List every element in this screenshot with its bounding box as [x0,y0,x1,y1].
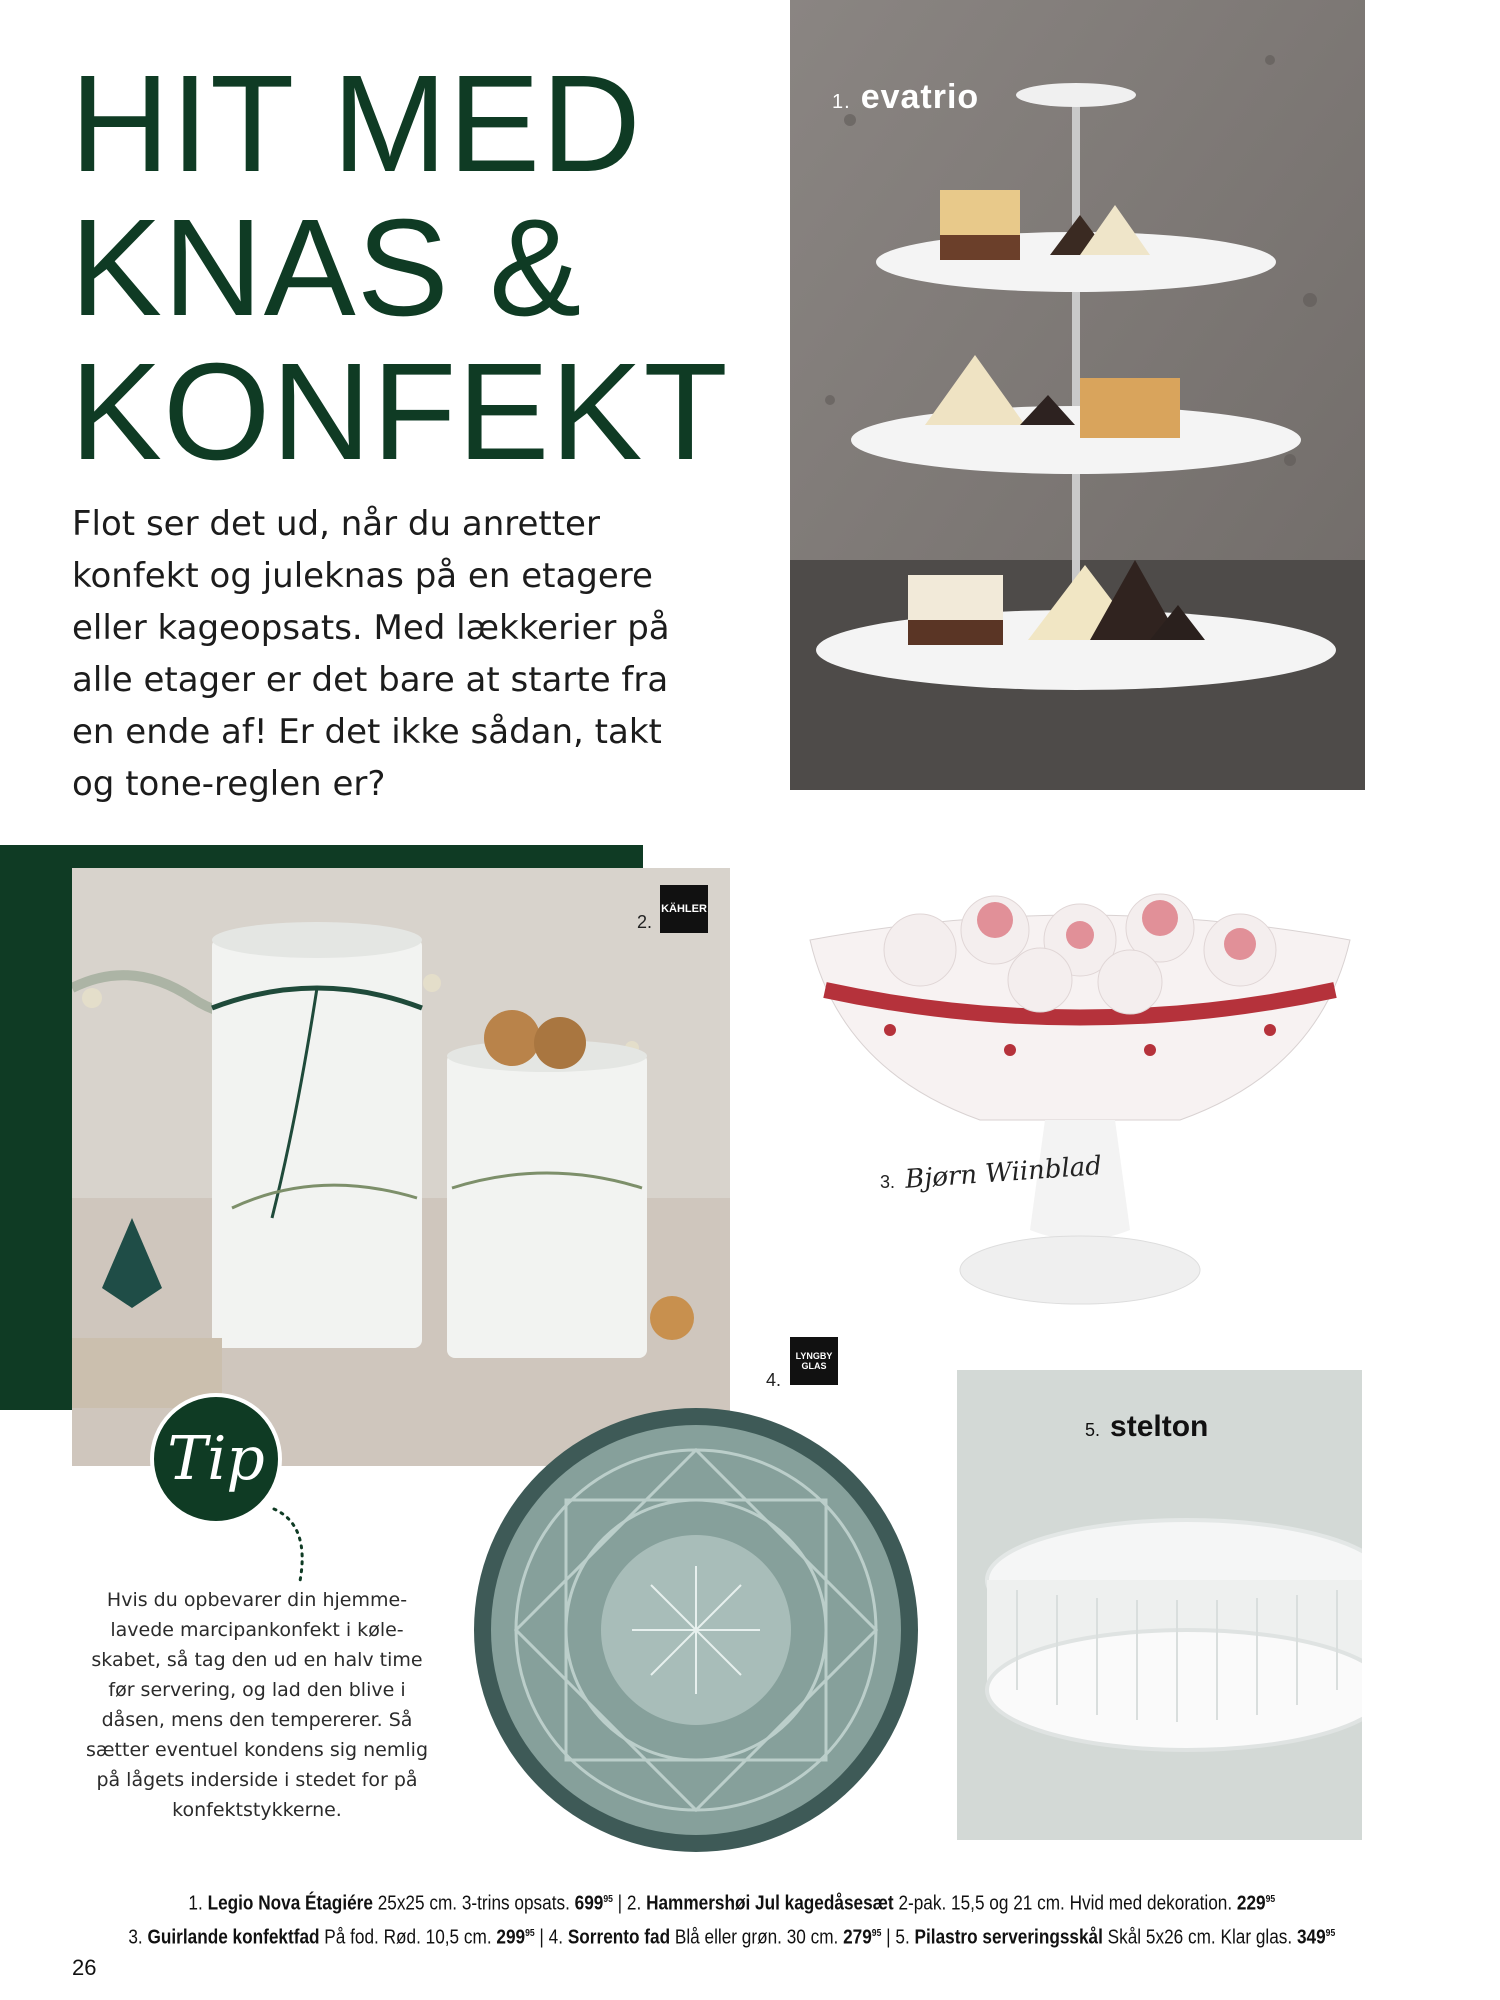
page-headline [70,47,770,489]
caption-line-2: 3. Guirlande konfektfad På fod. Rød. 10,5 cm. $299^{95}$ | 4. Sorrento fad Blå eller grøn. 30 cm. $279^{95}$ | 5. Pilastro serveringsskål Skål 5x26 cm. Klar glas. $349^{95}$ [128,1926,1336,1949]
caption-line-1: 1. Legio Nova Étagiére 25x25 cm. 3-trins opsats. $699^{95}$ | 2. Hammershøi Jul kagedåsesæt 2-pak. 15,5 og 21 cm. Hvid med dekoration. $229^{95}$ [188,1892,1276,1915]
headline-line-3: KONFEKT [70,335,729,489]
brand-logo-evatrio: 1. evatrio [832,78,980,116]
brand-logo-stelton: 5. stelton [1085,1410,1209,1443]
tip-badge: Tip [150,1393,282,1525]
headline-line-2: KNAS & [70,191,583,345]
product-number-4: 4. [766,1370,782,1390]
dotted-arrow-icon [270,1505,320,1585]
footed-bowl-photo [800,870,1360,1320]
brand-signature-bjorn-wiinblad: Bjørn Wiinblad [904,1151,1103,1195]
glass-bowl-photo [472,1406,920,1854]
tip-text: Hvis du opbevarer din hjemme-lavede marcipankonfekt i køle-skabet, så tag den ud en halv time før servering, og lad den blive i dåsen, mens den tempererer. Så sætter eventuel kondens sig nemlig på lågets inderside i stedet for på konfektstykkerne. [85,1589,429,1821]
headline-line-1: HIT MED [70,47,642,201]
cake-stand-photo [790,0,1365,790]
product-number-3: 3. [880,1172,896,1192]
intro-paragraph: Flot ser det ud, når du anretter konfekt og juleknas på en etagere eller kageopsats. Med lækkerier på alle etager er det bare at starte fra en ende af! Er det ikke sådan, takt og tone-reglen er? [72,504,670,804]
brand-logo-kahler: KÄHLER [660,885,708,933]
page-number: 26 [72,1955,97,1980]
cookie-tins-photo [72,868,730,1466]
brand-logo-lyngby-glas: LYNGBY GLAS [790,1337,838,1385]
product-caption [87,1885,1377,1952]
product-number-2: 2. [637,912,653,932]
